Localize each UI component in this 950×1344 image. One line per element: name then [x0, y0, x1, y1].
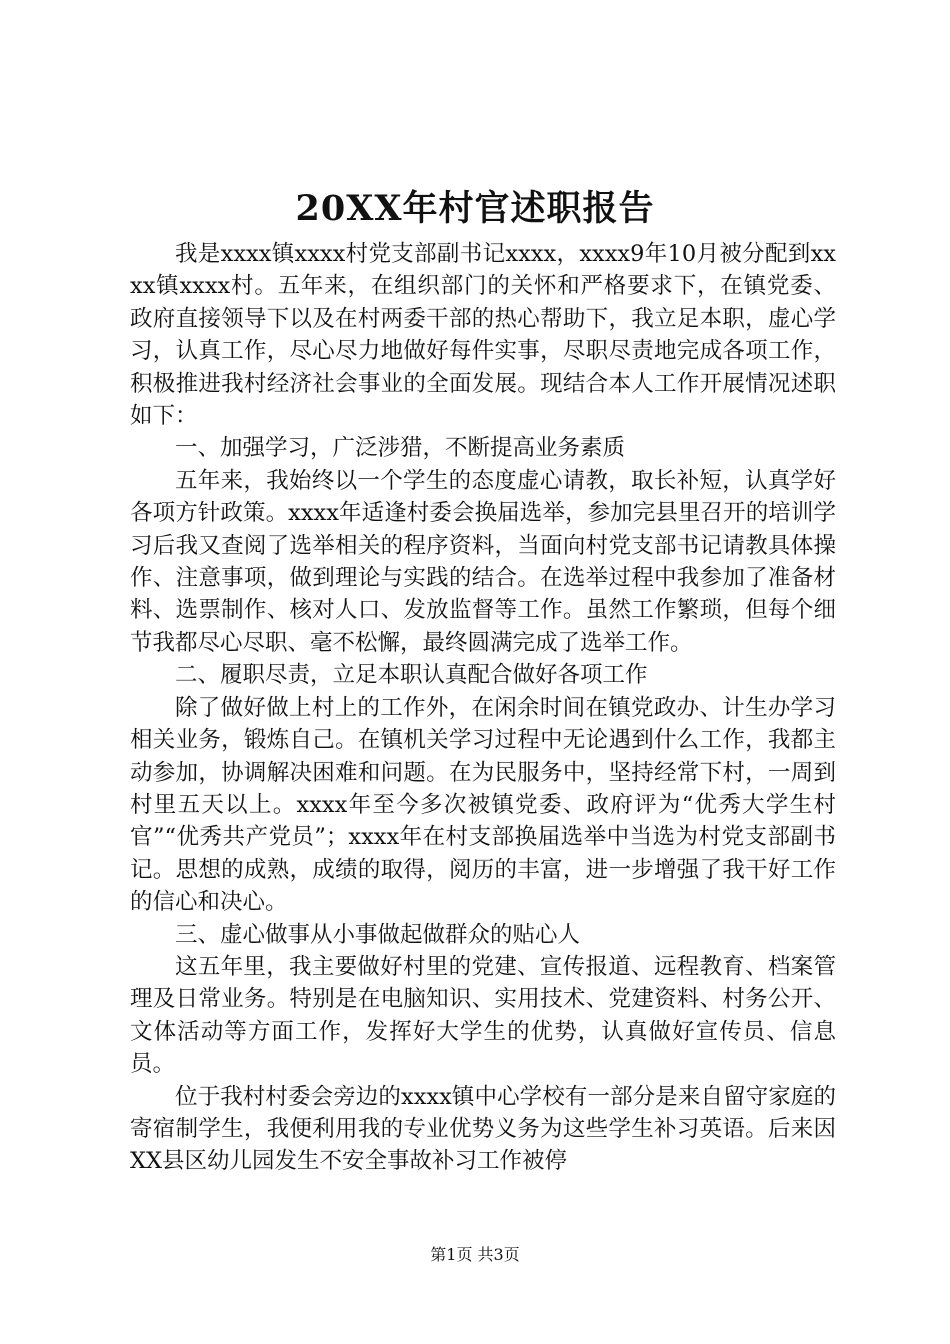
paragraph-section-3b: 位于我村村委会旁边的xxxx镇中心学校有一部分是来自留守家庭的寄宿制学生，我便利用我的专业优势义务为这些学生补习英语。后来因XX县区幼儿园发生不安全事故补习工作被停 — [130, 1083, 836, 1175]
paragraph-section-3a: 这五年里，我主要做好村里的党建、宣传报道、远程教育、档案管理及日常业务。特别是在电脑知识、实用技术、党建资料、村务公开、文体活动等方面工作，发挥好大学生的优势，认真做好宣传员、信息员。 — [130, 953, 836, 1078]
paragraph-intro: 我是xxxx镇xxxx村党支部副书记xxxx，xxxx9年10月被分配到xxxx镇xxxx村。五年来，在组织部门的关怀和严格要求下，在镇党委、政府直接领导下以及在村两委干部的热心帮助下，我立足本职，虚心学习，认真工作，尽心尽力地做好每件实事，尽职尽责地完成各项工作，积极推进我村经济社会事业的全面发展。现结合本人工作开展情况述职如下： — [130, 241, 836, 430]
section-heading-3: 三、虚心做事从小事做起做群众的贴心人 — [175, 921, 581, 948]
paragraph-section-1: 五年来，我始终以一个学生的态度虚心请教，取长补短，认真学好各项方针政策。xxxx年适逢村委会换届选举，参加完县里召开的培训学习后我又查阅了选举相关的程序资料，当面向村党支部书记请教具体操作、注意事项，做到理论与实践的结合。在选举过程中我参加了准备材料、选票制作、核对人口、发放监督等工作。虽然工作繁琐，但每个细节我都尽心尽职、毫不松懈，最终圆满完成了选举工作。 — [130, 467, 836, 656]
section-heading-1: 一、加强学习，广泛涉猎，不断提高业务素质 — [175, 435, 626, 462]
section-heading-2: 二、履职尽责，立足本职认真配合做好各项工作 — [175, 662, 648, 689]
page-number-footer: 第1页 共3页 — [430, 1245, 520, 1264]
document-title: 20XX年村官述职报告 — [295, 188, 655, 229]
paragraph-section-2: 除了做好做上村上的工作外，在闲余时间在镇党政办、计生办学习相关业务，锻炼自己。在镇机关学习过程中无论遇到什么工作，我都主动参加，协调解决困难和问题。在为民服务中，坚持经常下村，一周到村里五天以上。xxxx年至今多次被镇党委、政府评为“优秀大学生村官”“优秀共产党员”；xxxx年在村支部换届选举中当选为村党支部副书记。思想的成熟，成绩的取得，阅历的丰富，进一步增强了我干好工作的信心和决心。 — [130, 694, 836, 916]
document-body — [130, 238, 836, 1178]
